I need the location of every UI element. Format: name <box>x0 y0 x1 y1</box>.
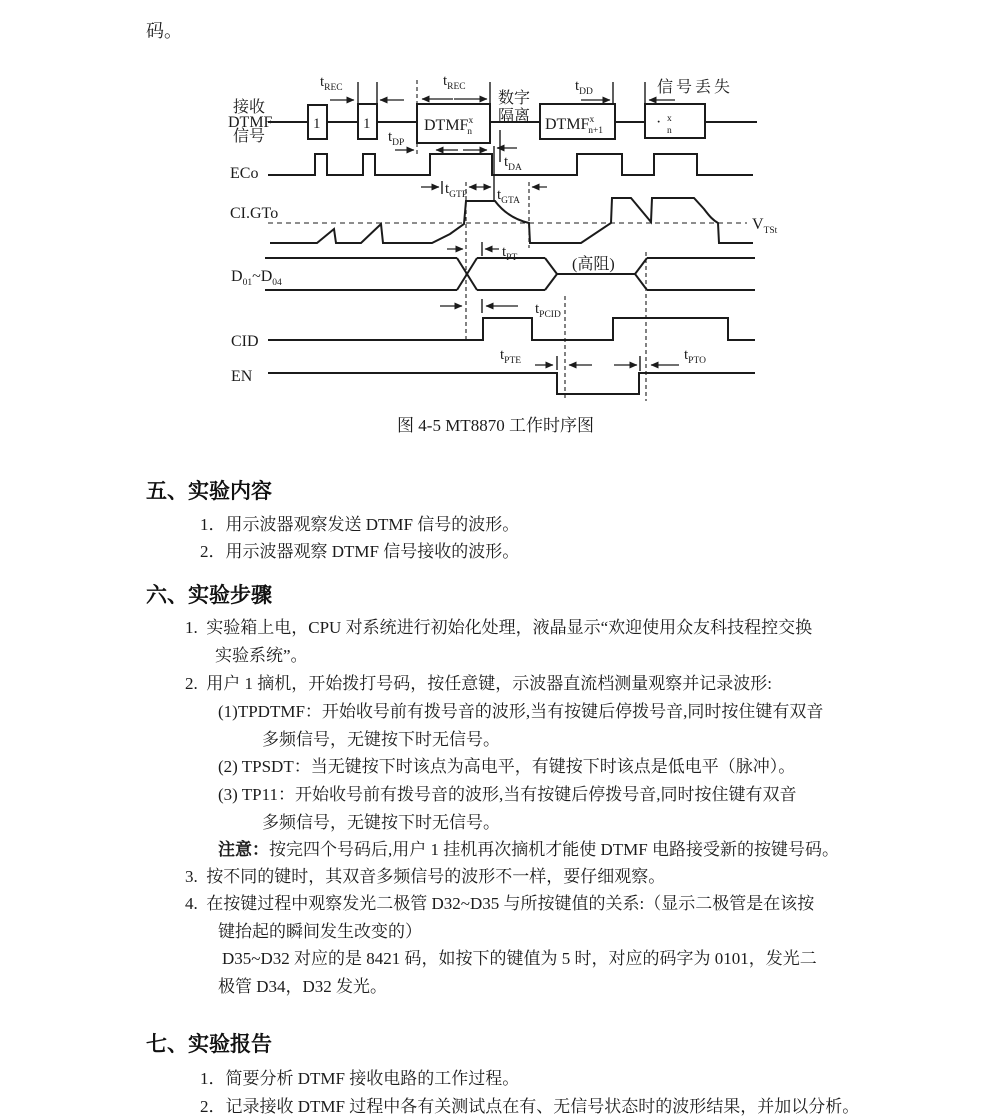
label-t-pte: $t_{PTE}$ <box>500 347 522 366</box>
label-t-rec-2: $t_{REC}$ <box>443 73 466 92</box>
section-6-line: 实验系统”。 <box>215 646 308 665</box>
section-6-line: 键抬起的瞬间发生改变的） <box>218 922 422 941</box>
row-eco <box>230 154 753 182</box>
tone-box-1-label: 1 <box>313 116 321 132</box>
cid-waveform <box>268 318 755 340</box>
section-7-item: 2．记录接收 DTMF 过程中各有关测试点在有、无信号状态时的波形结果，并加以分析。 <box>200 1097 860 1116</box>
intro-text: 码。 <box>146 21 182 41</box>
section-6-heading: 六、实验步骤 <box>146 583 272 607</box>
lost-tone-box-n: n <box>667 126 672 136</box>
timing-diagram <box>0 0 991 410</box>
section-7-heading: 七、实验报告 <box>146 1032 272 1056</box>
row-d01-d04 <box>231 254 755 290</box>
row-label-dtmf-1: 接收 <box>233 99 266 116</box>
section-6-line: 多频信号，无键按下时无信号。 <box>262 730 500 749</box>
section-6-line: 3. 按不同的键时，其双音多频信号的波形不一样，要仔细观察。 <box>185 867 666 886</box>
row-en <box>231 252 755 401</box>
dtmf-n1-box-label: DTMF$^x$ n+1 <box>545 115 604 136</box>
label-signal-loss: 信号丢失 <box>657 79 734 96</box>
label-t-rec-1: $t_{REC}$ <box>320 74 343 93</box>
en-waveform <box>268 373 755 394</box>
lost-tone-box-x: x <box>667 114 672 124</box>
section-5-item: 1．用示波器观察发送 DTMF 信号的波形。 <box>200 515 520 534</box>
section-6-line: 1. 实验箱上电，CPU 对系统进行初始化处理，液晶显示“欢迎使用众友科技程控交换 <box>185 618 813 637</box>
row-label-dtmf-3: 信号 <box>233 128 266 145</box>
section-6-line: (1)TPDTMF：开始收号前有拨号音的波形,当有按键后停拨号音,同时按住键有双音 <box>218 702 824 721</box>
section-6-line: (2) TPSDT：当无键按下时该点为高电平，有键按下时该点是低电平（脉冲）。 <box>218 757 796 776</box>
label-vtst: $V_{TSt}$ <box>752 216 778 236</box>
row-label-cigto: CI.GTo <box>230 205 279 222</box>
row-label-en: EN <box>231 368 253 385</box>
label-t-gtp: $t_{GTP}$ <box>445 181 468 200</box>
row-cid <box>231 318 755 350</box>
label-t-pt: $t_{PT}$ <box>502 244 518 263</box>
section-5-item: 2．用示波器观察 DTMF 信号接收的波形。 <box>200 542 520 561</box>
dtmf-n-box-label: DTMF$^x$ n <box>424 116 474 137</box>
note-text: 按完四个号码后,用户 1 挂机再次摘机才能使 DTMF 电路接受新的按键号码。 <box>269 840 839 859</box>
tpcid-annotation <box>440 299 561 320</box>
note-label: 注意： <box>218 840 269 859</box>
section-6-line: D35~D32 对应的是 8421 码，如按下的键值为 5 时，对应的码字为 0101，发光二 <box>222 949 817 968</box>
row-label-cid: CID <box>231 333 259 350</box>
label-t-da: $t_{DA}$ <box>504 154 522 173</box>
row-label-d01-d04: $D_{01}\sim D_{04}$ <box>231 268 282 288</box>
section-7-item: 1．简要分析 DTMF 接收电路的工作过程。 <box>200 1069 520 1088</box>
section-6-line: (3) TP11：开始收号前有拨号音的波形,当有按键后停拨号音,同时按住键有双音 <box>218 785 797 804</box>
figure-caption: 图 4-5 MT8870 工作时序图 <box>397 416 594 435</box>
section-6-line: 2. 用户 1 摘机，开始拨打号码，按任意键，示波器直流档测量观察并记录波形: <box>185 674 772 693</box>
label-t-pcid: $t_{PCID}$ <box>535 301 561 320</box>
row-label-dtmf-2: DTMF <box>228 114 273 131</box>
section-6-note <box>218 839 839 861</box>
label-t-dd: $t_{DD}$ <box>575 78 593 97</box>
label-digital-isolation-1: 数字 <box>498 90 531 107</box>
label-t-dp: $t_{DP}$ <box>388 129 405 148</box>
lost-tone-box-dot: · <box>656 114 662 131</box>
section-6-line: 多频信号，无键按下时无信号。 <box>262 813 500 832</box>
section-5-heading: 五、实验内容 <box>146 479 272 503</box>
lost-tone-box <box>645 104 705 138</box>
tone-box-2-label: 1 <box>363 116 371 132</box>
section-6-line: 4. 在按键过程中观察发光二极管 D32~D35 与所按键值的关系:（显示二极管是在该按 <box>185 894 815 913</box>
row-label-eco: ECo <box>230 165 259 182</box>
label-high-z: (高阻) <box>572 256 615 273</box>
label-t-pto: $t_{PTO}$ <box>684 347 706 366</box>
label-t-gta: $t_{GTA}$ <box>497 187 520 206</box>
section-6-line: 极管 D34，D32 发光。 <box>218 977 388 996</box>
label-digital-isolation-2: 隔离 <box>498 108 531 125</box>
